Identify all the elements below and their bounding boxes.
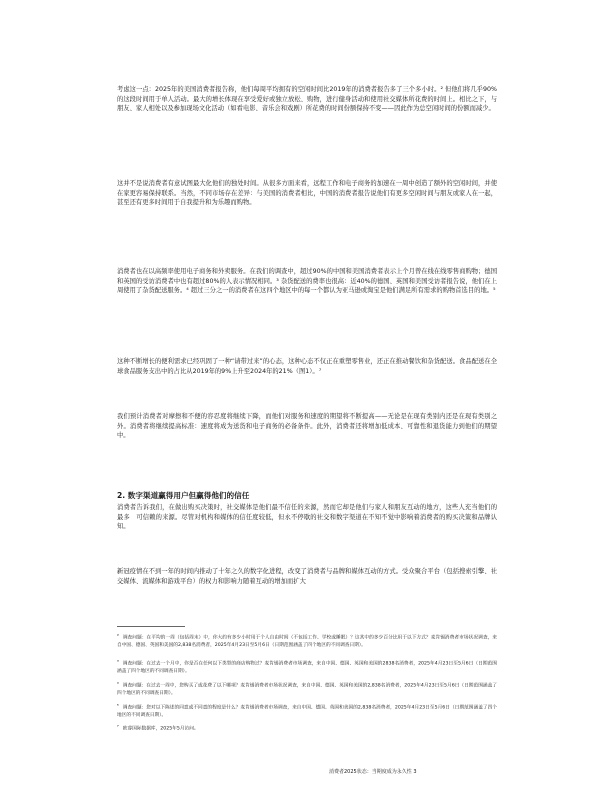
body-paragraph: 这并不是说消费者有意试图最大化他们的独处时间。从很多方面来看，远程工作和电子商务的加速在一周中创造了额外的空闲时间，并使在家更容易保持联系。当然，不同市场存在差异：与美国的消费者相比，中国的消费者报告说他们有更多空闲时间与朋友或家人在一起，甚至还有更多时间用于自我提升和为乐趣而购物。 — [117, 180, 497, 207]
footnote — [117, 702, 497, 719]
footnote-divider — [117, 626, 185, 627]
body-paragraph: 消费者告诉我们，在做出购买决策时，社交媒体是他们最不信任的来源，然而它却是他们与家人和朋友互动的地方，这些人充当他们的 最多 可信赖的来源。尽管对机构和媒体的信任度较低，但永不停歇的社交和数字渠道在不知不觉中影响着消费者的购买决策和品牌认知。 — [117, 504, 504, 531]
section-heading: 2. 数字渠道赢得用户但赢得他们的信任 — [117, 491, 250, 500]
footnote-text: 调查问题：在过去一周中，您购买了或花费了以下哪项？麦肯锡消费者市场状况调查，来自中国、德国、英国和美国的2,838名消费者，2025年4月23日至5月6日（日期范围涵盖了四个地区的不同调查日期）。 — [117, 683, 497, 696]
footnote-marker: ² — [117, 633, 119, 638]
footnote-text: 调查问题：您对以下陈述的同意或不同意的程度是什么？麦肯锡消费者市场调查，来自中国、德国、英国和美国的2,838名消费者，2025年4月23日至5月6日（日期范围涵盖了四个地区的不同调查日期）。 — [117, 705, 497, 718]
page-footer: 消费者2025状态：当期度成为永久性 3 — [329, 769, 417, 775]
footnote-marker: ³ — [117, 659, 119, 664]
footnote-marker: ⁴ — [117, 681, 119, 686]
body-paragraph: 考虑这一点：2025年的美国消费者报告称，他们每周平均拥有的空闲时间比2019年的消费者报告多了三个多小时。² 但他们将几乎90%的这段时间用于单人活动。最大的增长体现在享受爱好或独立放松、购物，进行健身活动和使用社交媒体所花费的时间上。相比之下，与朋友、家人相处以及参加现场文化活动（如看电影、音乐会和戏剧）所花费的时间份额保持不变——因此作为总空闲时间的份额而减少。 — [117, 86, 497, 113]
footnote — [117, 680, 497, 697]
body-paragraph: 这种不断增长的便利需求已经巩固了一种“请带过来”的心态，这种心态不仅正在重塑零售业，还正在推动餐饮和杂货配送。食品配送在全球食品服务支出中的占比从2019年的9%上升至2024年的21%（图1）。⁷ — [117, 358, 497, 375]
body-paragraph: 我们预计消费者对摩擦和不便的容忍度将继续下降，而他们对服务和速度的期望将不断提高——无论是在现有类别内还是在现有类别之外。消费者将继续提高标准：速度将成为送货和电子商务的必备条件。此外，消费者还将增加低成本、可靠性和退货能力到他们的期望中。 — [117, 413, 497, 440]
footnote — [117, 658, 497, 675]
footnote — [117, 632, 497, 649]
footnote-text: 调查问题：在过去一个月中，你是否在任何以下类型的商店购物过？麦肯锡消费者市场调查，来自中国、德国、英国和美国的2838名消费者，2025年4月23日至5月6日（日期范围涵盖了四个地区的不同调查日期）。 — [117, 661, 497, 674]
footnote — [117, 723, 497, 733]
body-paragraph: 新冠疫情在不到一年的时间内推动了十年之久的数字化进程，改变了消费者与品牌和媒体互动的方式。受众聚合平台（包括搜索引擎、社交媒体、流媒体和游戏平台）的权力和影响力随着互动的增加而扩大 — [117, 568, 497, 585]
body-paragraph: 消费者也在以高频率使用电子商务和外卖服务。在我们的调查中，超过90%的中国和美国消费者表示上个月曾在线在线零售商购物；德国和英国的受访消费者中也有超过80%的人表示情况相同。³ 杂货配送的费率也很高：近40%的德国、英国和美国受访者报告说，他们在上周使用了杂货配送服务。⁴ 超过三分之一的消费者在这四个地区中的每一个都认为亚马逊或淘宝是他们满足所有需求的购物首选目的地。⁵ — [117, 268, 497, 295]
footnote-marker: ⁵ — [117, 703, 119, 708]
footnote-text: 欧睿国际数据库，2025年5月访问。 — [122, 726, 199, 732]
footnote-marker: ⁷ — [117, 724, 119, 729]
footnote-text: 调查问题：在平均的一周（包括周末）中，你大约有多少小时用于个人自由时间（不包括工作、学校或睡眠）？这其中的多少百分比用于以下方式？麦肯锡消费者市场状况调查，来自中国、德国、英国和美国的2,838名消费者，2025年4月23日至5月6日（日期范围涵盖了四个地区的不同调查日期）。 — [117, 635, 497, 648]
